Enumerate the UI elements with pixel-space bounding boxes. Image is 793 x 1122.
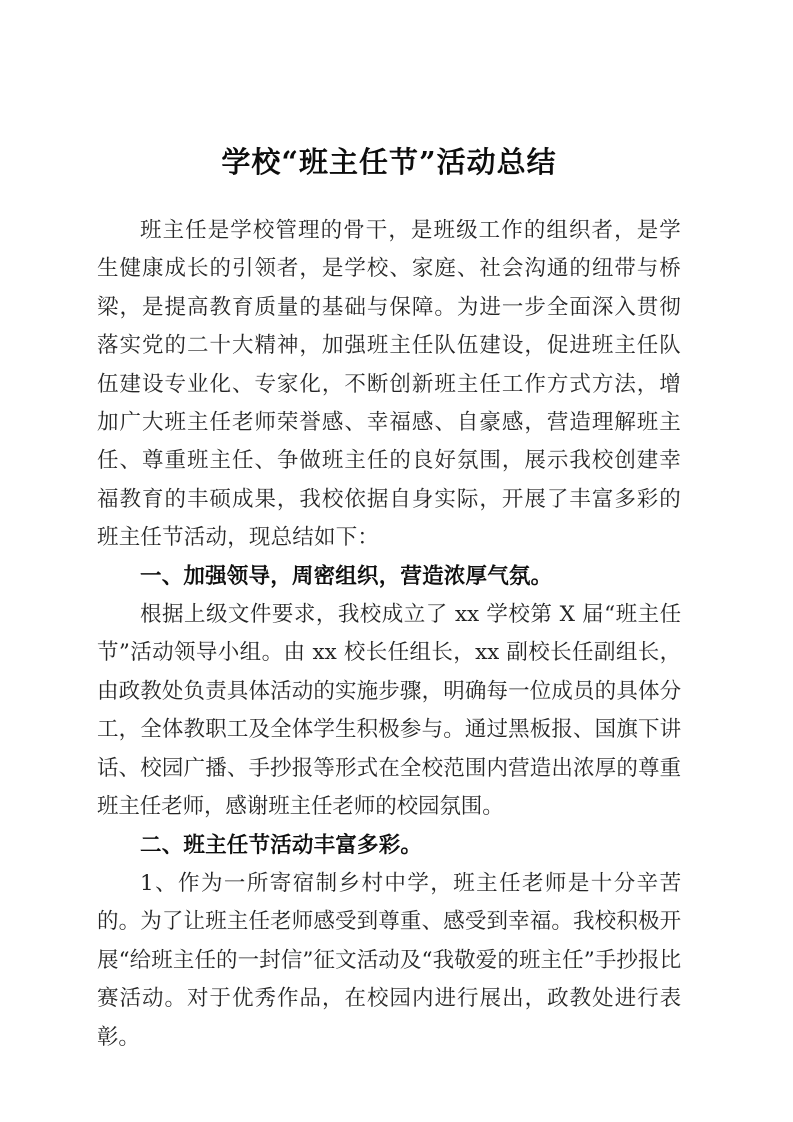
section-heading-two: 二、班主任节活动丰富多彩。 [140,832,423,858]
paragraph-leadership-group: 根据上级文件要求，我校成立了 xx 学校第 X 届“班主任节”活动领导小组。由 xx 校长任组长，xx 副校长任副组长，由政教处负责具体活动的实施步骤，明确每一位成员的具体分工，全体教职工及全体学生积极参与。通过黑板报、国旗下讲话、校园广播、手抄报等形式在全校范围内营造出浓厚的尊重班主任老师，感谢班主任老师的校园氛围。 [97,602,681,820]
document-body [97,140,681,1057]
paragraph-item-one: 1、作为一所寄宿制乡村中学，班主任老师是十分辛苦的。为了让班主任老师感受到尊重、感受到幸福。我校积极开展“给班主任的一封信”征文活动及“我敬爱的班主任”手抄报比赛活动。对于优秀作品，在校园内进行展出，政教处进行表彰。 [97,870,681,1050]
section-heading-one: 一、加强领导，周密组织，营造浓厚气氛。 [140,563,553,589]
paragraph-intro: 班主任是学校管理的骨干，是班级工作的组织者，是学生健康成长的引领者，是学校、家庭、社会沟通的纽带与桥梁，是提高教育质量的基础与保障。为进一步全面深入贯彻落实党的二十大精神，加强班主任队伍建设，促进班主任队伍建设专业化、专家化，不断创新班主任工作方式方法，增加广大班主任老师荣誉感、幸福感、自豪感，营造理解班主任、尊重班主任、争做班主任的良好氛围，展示我校创建幸福教育的丰硕成果，我校依据自身实际，开展了丰富多彩的班主任节活动，现总结如下： [97,218,681,551]
page-title: 学校“班主任节”活动总结 [221,145,557,179]
